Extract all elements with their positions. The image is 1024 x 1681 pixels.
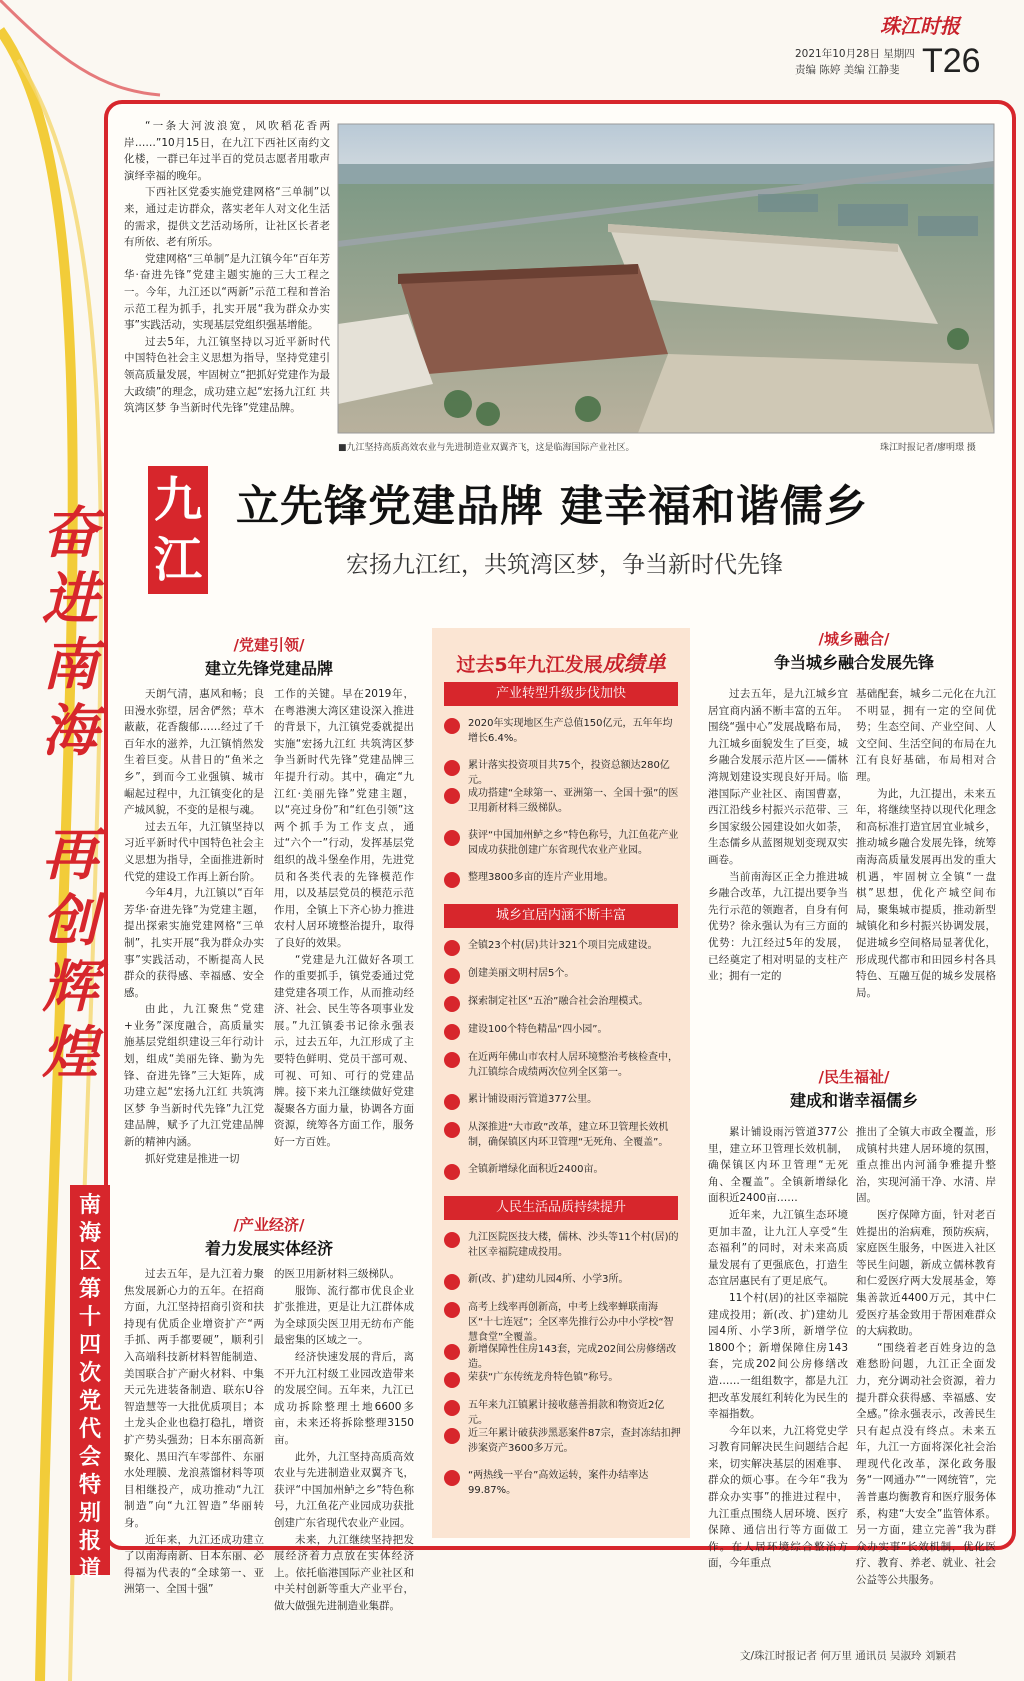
bullet-icon — [444, 788, 460, 804]
editor-credits: 责编 陈婷 美编 江静斐 — [795, 64, 900, 76]
achievements-title — [432, 648, 690, 678]
paragraph: 天朗气清，惠风和畅；良田漫水弥望，居舍俨然；草木蔽蔽，花香馥郁……经过了千百年水的滋养，九江镇悄然发生着巨变。从昔日的“鱼米之乡”，到而今工业强镇、城市崛起过程中，九江镇变化的是产城风貌，不变的是根与魂。 — [124, 688, 264, 817]
paragraph: 的医卫用新材料三级梯队。 — [274, 1268, 400, 1280]
special-report-banner: 南海区第十四次党代会特别报道 — [70, 1185, 110, 1575]
achievement-text: 新增保障性住房143套，完成202间公房修缮改造。 — [468, 1344, 677, 1370]
paragraph: “党建是九江做好各项工作的重要抓手，镇党委通过党建党建各项工作，从而推动经济、社会、民生等各项事业发展。”九江镇委书记徐永强表示，过去五年，九江形成了主要特色鲜明、党员干部可观、可视、可知、可行的党建品牌。接下来九江继续做好党建凝聚各方面力量，协调各方面资源，统筹各方面工作，服务好一方百姓。 — [274, 953, 414, 1149]
achievement-text: 建设100个特色精品“四小园”。 — [468, 1024, 608, 1035]
bullet-icon — [444, 718, 460, 734]
achievement-text: 累计落实投资项目共75个，投资总额达280亿元。 — [468, 760, 670, 786]
achievement-text: 新(改、扩)建幼儿园4所、小学3所。 — [468, 1274, 629, 1285]
achievement-item — [444, 1300, 682, 1345]
section-kicker-economy: /产业经济/ — [233, 1216, 305, 1234]
paragraph: 当前南海区正全力推进城乡融合改革，九江提出要争当先行示范的领跑者，自身有何优势？徐永强认为有三方面的优势：九江经过5年的发展，已经奠定了相对明显的支柱产业；拥有一定的 — [708, 870, 848, 983]
achievement-item — [444, 1398, 682, 1428]
achievement-item — [444, 1370, 682, 1388]
bullet-icon — [444, 968, 460, 984]
location-tag: 九江 — [148, 466, 208, 594]
achievement-text: “两热线一平台”高效运转，案件办结率达99.87%。 — [468, 1470, 649, 1496]
bullet-icon — [444, 1094, 460, 1110]
bullet-icon — [444, 940, 460, 956]
paragraph: 由此，九江聚焦“党建+业务”深度融合，高质量实施基层党组织建设三年行动计划，组成“美丽先锋、勤为先锋、奋进先锋”三大矩阵，成功建立起“宏扬九江红 共筑湾区梦 争当新时代先锋”九江党建品牌，赋予了九江党建品牌新的精神内涵。 — [124, 1003, 264, 1149]
issue-date: 2021年10月28日 星期四 — [795, 48, 915, 60]
bullet-icon — [444, 1372, 460, 1388]
bullet-icon — [444, 1232, 460, 1248]
intro-paragraph: “一条大河波浪宽，风吹稻花香两岸……”10月15日，在九江下西社区南约文化楼，一群已年过半百的党员志愿者用歌声演绎幸福的晚年。 — [124, 120, 330, 182]
paragraph: 过去五年，是九江城乡宜居宜商内涵不断丰富的五年。围绕“强中心”发展战略布局，九江城乡面貌发生了巨变，城乡融合发展示范片区——儒林湾规划建设实现良好开局。临港国际产业社区、南国曹嘉，西江沿线乡村振兴示范带、三乡国家级公园建设如火如荼，生态儒乡从蓝图规划变现双实画卷。 — [708, 688, 848, 866]
paragraph: 基础配套，城乡二元化在九江不明显，拥有一定的空间优势；生态空间、产业空间、人文空间、生活空间的布局在九江有良好基础，布局相对合理。 — [856, 688, 996, 783]
achievement-text: 全镇23个村(居)共计321个项目完成建设。 — [468, 940, 658, 951]
achievement-item — [444, 1050, 682, 1080]
section-title-economy: 着力发展实体经济 — [204, 1239, 333, 1258]
bullet-icon — [444, 1302, 460, 1318]
paragraph: 过去五年，九江镇坚持以习近平新时代中国特色社会主义思想为指导，全面推进新时代党的建设工作再上新台阶。 — [124, 820, 264, 883]
bullet-icon — [444, 1122, 460, 1138]
achievement-item — [444, 1120, 682, 1150]
bullet-icon — [444, 1428, 460, 1444]
party-column-2 — [274, 686, 414, 1206]
paragraph: 过去五年，是九江着力聚焦发展新心力的五年。在招商方面，九江坚持招商引资和扶持现有优质企业增资扩产“两手抓、两手都要硬”，顺利引入高端科技新材料智能制造、美国联合扩产耐火材料、中集天元先进装备制造、联东U谷智造慧等一大批优质项目；本土龙头企业也稳打稳扎，增资扩产势头强劲；日本东丽高新聚化、黑田汽车零部件、东丽水处理膜、龙浪蒸馏材料等项目相继投产，成功推动“九江制造”向“九江智造”华丽转身。 — [124, 1268, 264, 1529]
paragraph: 工作的关键。早在2019年，在粤港澳大湾区建设深入推进的背景下，九江镇党委就提出实施“宏扬九江红 共筑湾区梦 争当新时代先锋”党建品牌三年提升行动。其中，确定“九江红·美丽先锋”党建主题，以“亮过身份”和“红色引领”这两个抓手为工作支点，通过“六个一”行动，发挥基层党组织的战斗堡垒作用，先进党员和各类代表的先锋模范作用，以及基层党员的模范示范作用，全镇上下齐心协力推进农村人居环境整治提升，取得了良好的效果。 — [274, 688, 414, 949]
achievement-item — [444, 966, 682, 984]
bullet-icon — [444, 1344, 460, 1360]
paragraph: 累计铺设雨污管道377公里，建立环卫管理长效机制，确保镇区内环卫管理“无死角、全覆盖”。全镇新增绿化面积近2400亩…… — [708, 1126, 848, 1205]
achievement-item — [444, 1342, 682, 1372]
paragraph: 此外，九江坚持高质高效农业与先进制造业双翼齐飞，获评“中国加州鲈之乡”特色称号，九江鱼花产业园成功获批创建广东省现代农业产业园。 — [274, 1450, 414, 1529]
achievement-text: 探索制定社区“五治”融合社会治理模式。 — [468, 996, 649, 1007]
aerial-industrial-photo — [338, 124, 994, 433]
achievement-text: 全镇新增绿化面积近2400亩。 — [468, 1164, 604, 1175]
achievement-text: 近三年累计破获涉黑恶案件87宗，查封冻结扣押涉案资产3600多万元。 — [468, 1428, 681, 1454]
section-title-party: 建立先锋党建品牌 — [204, 659, 333, 678]
achievement-item — [444, 938, 682, 956]
bullet-icon — [444, 1052, 460, 1068]
intro-paragraph: 党建网格“三单制”是九江镇今年“百年芳华·奋进先锋”党建主题实施的三大工程之一。今年，九江还以“两新”示范工程和普治示范工程为抓手，扎实开展“我为群众办实事”实践活动，实现基层党组织强基增能。 — [124, 252, 330, 332]
achievement-text: 荣获“广东传统龙舟特色镇”称号。 — [468, 1372, 619, 1383]
intro-paragraph: 下西社区党委实施党建网格“三单制”以来，通过走访群众，落实老年人对文化生活的需求，提供文艺活动场所，让社区长者老有所依、老有所乐。 — [124, 186, 330, 249]
achievements-title-emph: 成绩单 — [602, 652, 666, 676]
bullet-icon — [444, 872, 460, 888]
achievement-category: 产业转型升级步伐加快 — [444, 682, 678, 706]
achievement-item — [444, 1272, 682, 1290]
paragraph: 推出了全镇大市政全覆盖，形成镇村共建人居环境的氛围，重点推出内河涌争雅提升整治，实现河涌干净、水清、岸固。 — [856, 1126, 996, 1205]
bullet-icon — [444, 830, 460, 846]
paragraph: 抓好党建是推进一切 — [145, 1152, 240, 1165]
achievement-text: 2020年实现地区生产总值150亿元，五年年均增长6.4%。 — [468, 718, 673, 744]
achievement-text: 创建美丽文明村居5个。 — [468, 968, 575, 979]
paragraph: 服饰、流行都市优良企业扩张推进，更是让九江群体成为全球顶尖医卫用无纺布产能最密集的区域之一。 — [274, 1284, 414, 1347]
achievement-item — [444, 1162, 682, 1180]
welfare-column-1 — [708, 1124, 848, 1570]
achievement-item — [444, 716, 682, 746]
byline: 文/珠江时报记者 何万里 通讯员 吴淑玲 刘颖君 — [740, 1650, 957, 1662]
achievement-text: 累计铺设雨污管道377公里。 — [468, 1094, 598, 1105]
achievement-text: 在近两年佛山市农村人居环境整治考核检查中，九江镇综合成绩两次位列全区第一。 — [468, 1052, 678, 1078]
achievement-text: 成功搭建“全球第一、亚洲第一、全国十强”的医卫用新材料三级梯队。 — [468, 788, 679, 814]
achievement-item — [444, 994, 682, 1012]
paragraph: 近年来，九江镇生态环境更加丰盈，让九江人享受“生态福利”的同时，对未来高质量发展有了更强底色，打造生态宜居惠民有了更足底气。 — [708, 1208, 848, 1288]
achievement-item — [444, 1022, 682, 1040]
bullet-icon — [444, 1274, 460, 1290]
achievement-item — [444, 870, 682, 888]
photo-caption: ■九江坚持高质高效农业与先进制造业双翼齐飞，这是临海国际产业社区。 — [338, 443, 635, 453]
page-number: T26 — [922, 42, 981, 80]
achievement-text: 五年来九江镇累计接收慈善捐款和物资近2亿元。 — [468, 1400, 665, 1426]
paragraph: 医疗保障方面，针对老百姓提出的治病难，预防疾病，家庭医生服务，中医进入社区等民生问题，新成立儒林教育和仁爱医疗两大发展基金，筹集善款近4400万元，其中仁爱医疗基金致用于帮困难群众的大病救助。 — [856, 1208, 996, 1338]
economy-column-2 — [274, 1266, 414, 1612]
achievement-category: 人民生活品质持续提升 — [444, 1196, 678, 1220]
subheadline: 宏扬九江红，共筑湾区梦，争当新时代先锋 — [346, 552, 783, 578]
paragraph: “围绕着老百姓身边的急难愁盼问题，九江正全面发力，充分调动社会资源，着力提升群众获得感、幸福感、安全感。”徐永强表示，改善民生只有起点没有终点。未来五年，九江一方面将深化社会治理现代化改革，深化政务服务“一网通办”“一网统管”，完善普惠均衡教育和医疗服务体系，构建“大安全”监管体系。另一方面，建立完善“我为群众办实事”长效机制，优化医疗、教育、养老、就业、社会公益等公共服务。 — [856, 1341, 996, 1587]
achievement-text: 整理3800多亩的连片产业用地。 — [468, 872, 614, 883]
achievements-title-prefix: 过去5年九江发展 — [456, 654, 603, 676]
slogan-line-1: 奋进南海 — [42, 500, 98, 764]
achievement-item — [444, 1092, 682, 1110]
photo-credit: 珠江时报记者/廖明璟 摄 — [880, 443, 976, 453]
achievement-category: 城乡宜居内涵不断丰富 — [444, 904, 678, 928]
section-kicker-welfare: /民生福祉/ — [818, 1068, 890, 1086]
party-column-1 — [124, 686, 264, 1206]
achievement-item — [444, 828, 682, 858]
paragraph: 近年来，九江还成功建立了以南海南新、日本东丽、必得福为代表的“全球第一、亚洲第一、全国十强” — [124, 1533, 264, 1596]
achievement-text: 高考上线率再创新高，中考上线率蝉联南海区“十七连冠”；全区率先推行公办中小学校“智慧食堂”全覆盖。 — [468, 1302, 674, 1343]
paragraph: 今年以来，九江将党史学习教育同解决民生问题结合起来，切实解决基层的困难事、群众的烦心事。在今年“我为群众办实事”的推进过程中，九江重点围绕人居环境、医疗保障、通信出行等方面做工作。在人居环境综合整治方面，今年重点 — [708, 1424, 848, 1570]
bullet-icon — [444, 760, 460, 776]
achievement-item — [444, 1426, 682, 1456]
paragraph: 为此，九江提出，未来五年，将继续坚持以现代化理念和高标准打造宜居宜业城乡，推动城乡融合发展先锋，统筹南海高质量发展再出发的重大机遇，牢固树立全镇“一盘棋”思想，优化产城空间布局，聚集城市提质，推动新型城镇化和乡村振兴协调发展，促进城乡空间格局显著优化，形成现代都市和田园乡村各具特色、互融互促的城乡发展格局。 — [856, 787, 996, 999]
achievement-item — [444, 758, 682, 788]
economy-column-1 — [124, 1266, 264, 1596]
achievement-text: 从深推进“大市政”改革，建立环卫管理长效机制，确保镇区内环卫管理“无死角、全覆盖”。 — [468, 1122, 669, 1148]
paragraph: 今年4月，九江镇以“百年芳华·奋进先锋”为党建主题，提出探索实施党建网格“三单制”，扎实开展“我为群众办实事”实践活动，不断提高人民群众的获得感、幸福感、安全感。 — [124, 887, 264, 999]
section-title-urban: 争当城乡融合发展先锋 — [773, 653, 934, 672]
headline: 立先锋党建品牌 建幸福和谐儒乡 — [236, 482, 868, 532]
paragraph: 11个村(居)的社区幸福院建成投用；新(改、扩)建幼儿园4所、小学3所，新增学位1800个；新增保障住房143套，完成202间公房修缮改造……一组组数字，都是九江把改革发展红利转化为民生的幸福指数。 — [708, 1291, 848, 1421]
achievement-text: 获评“中国加州鲈之乡”特色称号，九江鱼花产业园成功获批创建广东省现代农业产业园。 — [468, 830, 679, 856]
bullet-icon — [444, 1024, 460, 1040]
slogan-line-2: 再创辉煌 — [42, 822, 98, 1086]
achievement-item — [444, 786, 682, 816]
welfare-column-2 — [856, 1124, 996, 1587]
section-kicker-urban: /城乡融合/ — [818, 630, 890, 648]
bullet-icon — [444, 1400, 460, 1416]
achievement-item — [444, 1468, 682, 1498]
intro-text — [124, 118, 330, 417]
section-kicker-party: /党建引领/ — [233, 636, 305, 654]
intro-paragraph: 过去5年，九江镇坚持以习近平新时代中国特色社会主义思想为指导，坚持党建引领高质量发展，牢固树立“把抓好党建作为最大政绩”的理念，成功建立起“宏扬九江红 共筑湾区梦 争当新时代先锋”党建品牌。 — [124, 335, 330, 415]
bullet-icon — [444, 1470, 460, 1486]
urban-column-2 — [856, 686, 996, 1056]
bullet-icon — [444, 1164, 460, 1180]
section-title-welfare: 建成和谐幸福儒乡 — [789, 1091, 918, 1110]
achievement-text: 九江医院医技大楼，儒林、沙头等11个村(居)的社区幸福院建成投用。 — [468, 1232, 679, 1258]
urban-column-1 — [708, 686, 848, 1056]
newspaper-brand: 珠江时报 — [880, 14, 960, 38]
achievement-item — [444, 1230, 682, 1260]
paragraph: 未来，九江继续坚持把发展经济着力点放在实体经济上。依托临港国际产业社区和中关村创新等重大产业平台，做大做强先进制造业集群。 — [274, 1533, 414, 1612]
bullet-icon — [444, 996, 460, 1012]
paragraph: 经济快速发展的背后，离不开九江村级工业园改造带来的发展空间。五年来，九江已成功拆除整理土地6600多亩，未来还将拆除整理3150亩。 — [274, 1350, 414, 1446]
